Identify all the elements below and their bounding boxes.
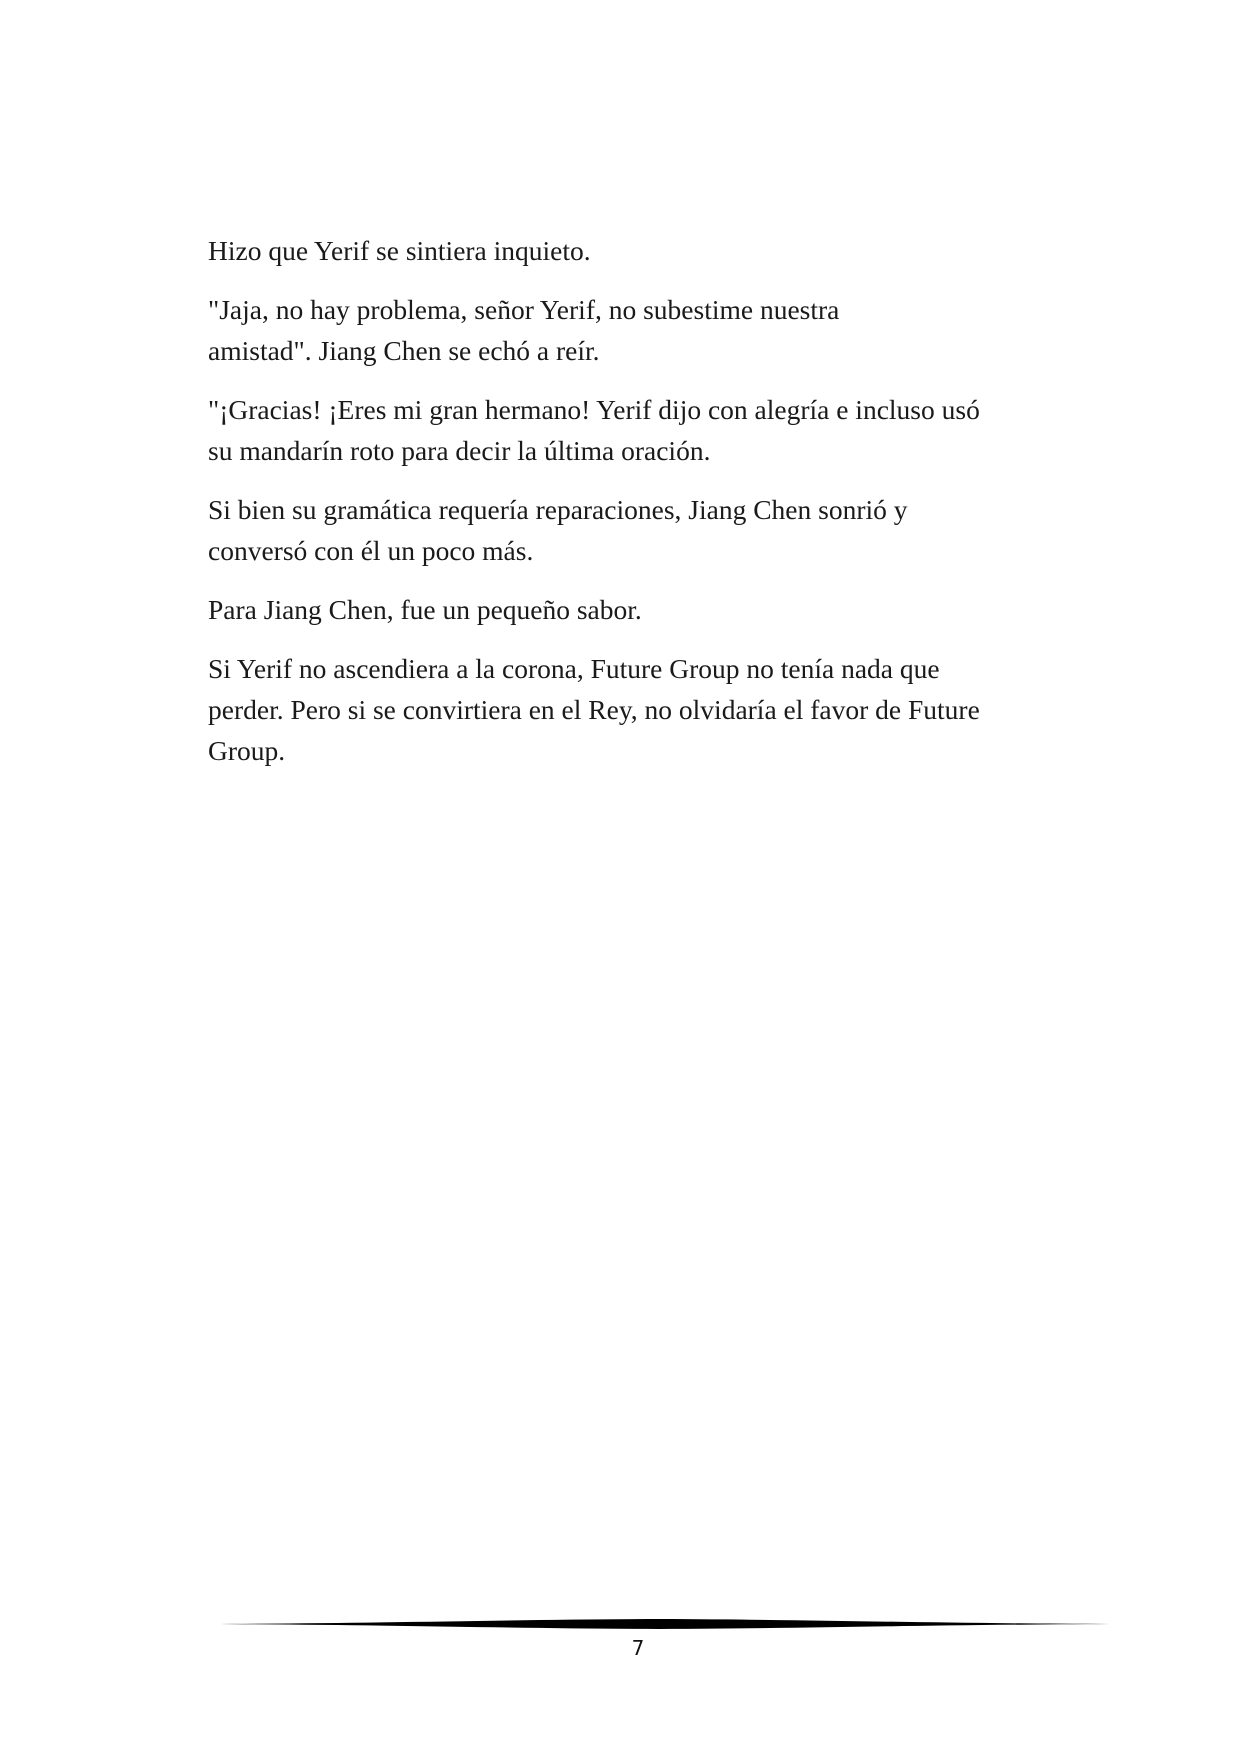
- text-line: conversó con él un poco más.: [208, 535, 534, 566]
- paragraph: [208, 230, 1078, 271]
- footer-divider: [208, 1618, 1110, 1630]
- paragraph: [208, 389, 1078, 471]
- paragraph: [208, 289, 1078, 371]
- text-line: Hizo que Yerif se sintiera inquieto.: [208, 235, 591, 266]
- text-line: perder. Pero si se convirtiera en el Rey, no olvidaría el favor de Future: [208, 694, 980, 725]
- body-text: [208, 230, 1078, 789]
- text-line: Para Jiang Chen, fue un pequeño sabor.: [208, 594, 642, 625]
- text-line: Group.: [208, 735, 286, 766]
- text-line: Si Yerif no ascendiera a la corona, Future Group no tenía nada que: [208, 653, 940, 684]
- text-line: "Jaja, no hay problema, señor Yerif, no subestime nuestra: [208, 294, 840, 325]
- text-line: Si bien su gramática requería reparaciones, Jiang Chen sonrió y: [208, 494, 908, 525]
- paragraph: [208, 589, 1078, 630]
- paragraph: [208, 489, 1078, 571]
- paragraph: [208, 648, 1078, 771]
- text-line: amistad". Jiang Chen se echó a reír.: [208, 335, 600, 366]
- text-line: "¡Gracias! ¡Eres mi gran hermano! Yerif dijo con alegría e incluso usó: [208, 394, 980, 425]
- page-number: 7: [631, 1636, 645, 1660]
- text-line: su mandarín roto para decir la última oración.: [208, 435, 711, 466]
